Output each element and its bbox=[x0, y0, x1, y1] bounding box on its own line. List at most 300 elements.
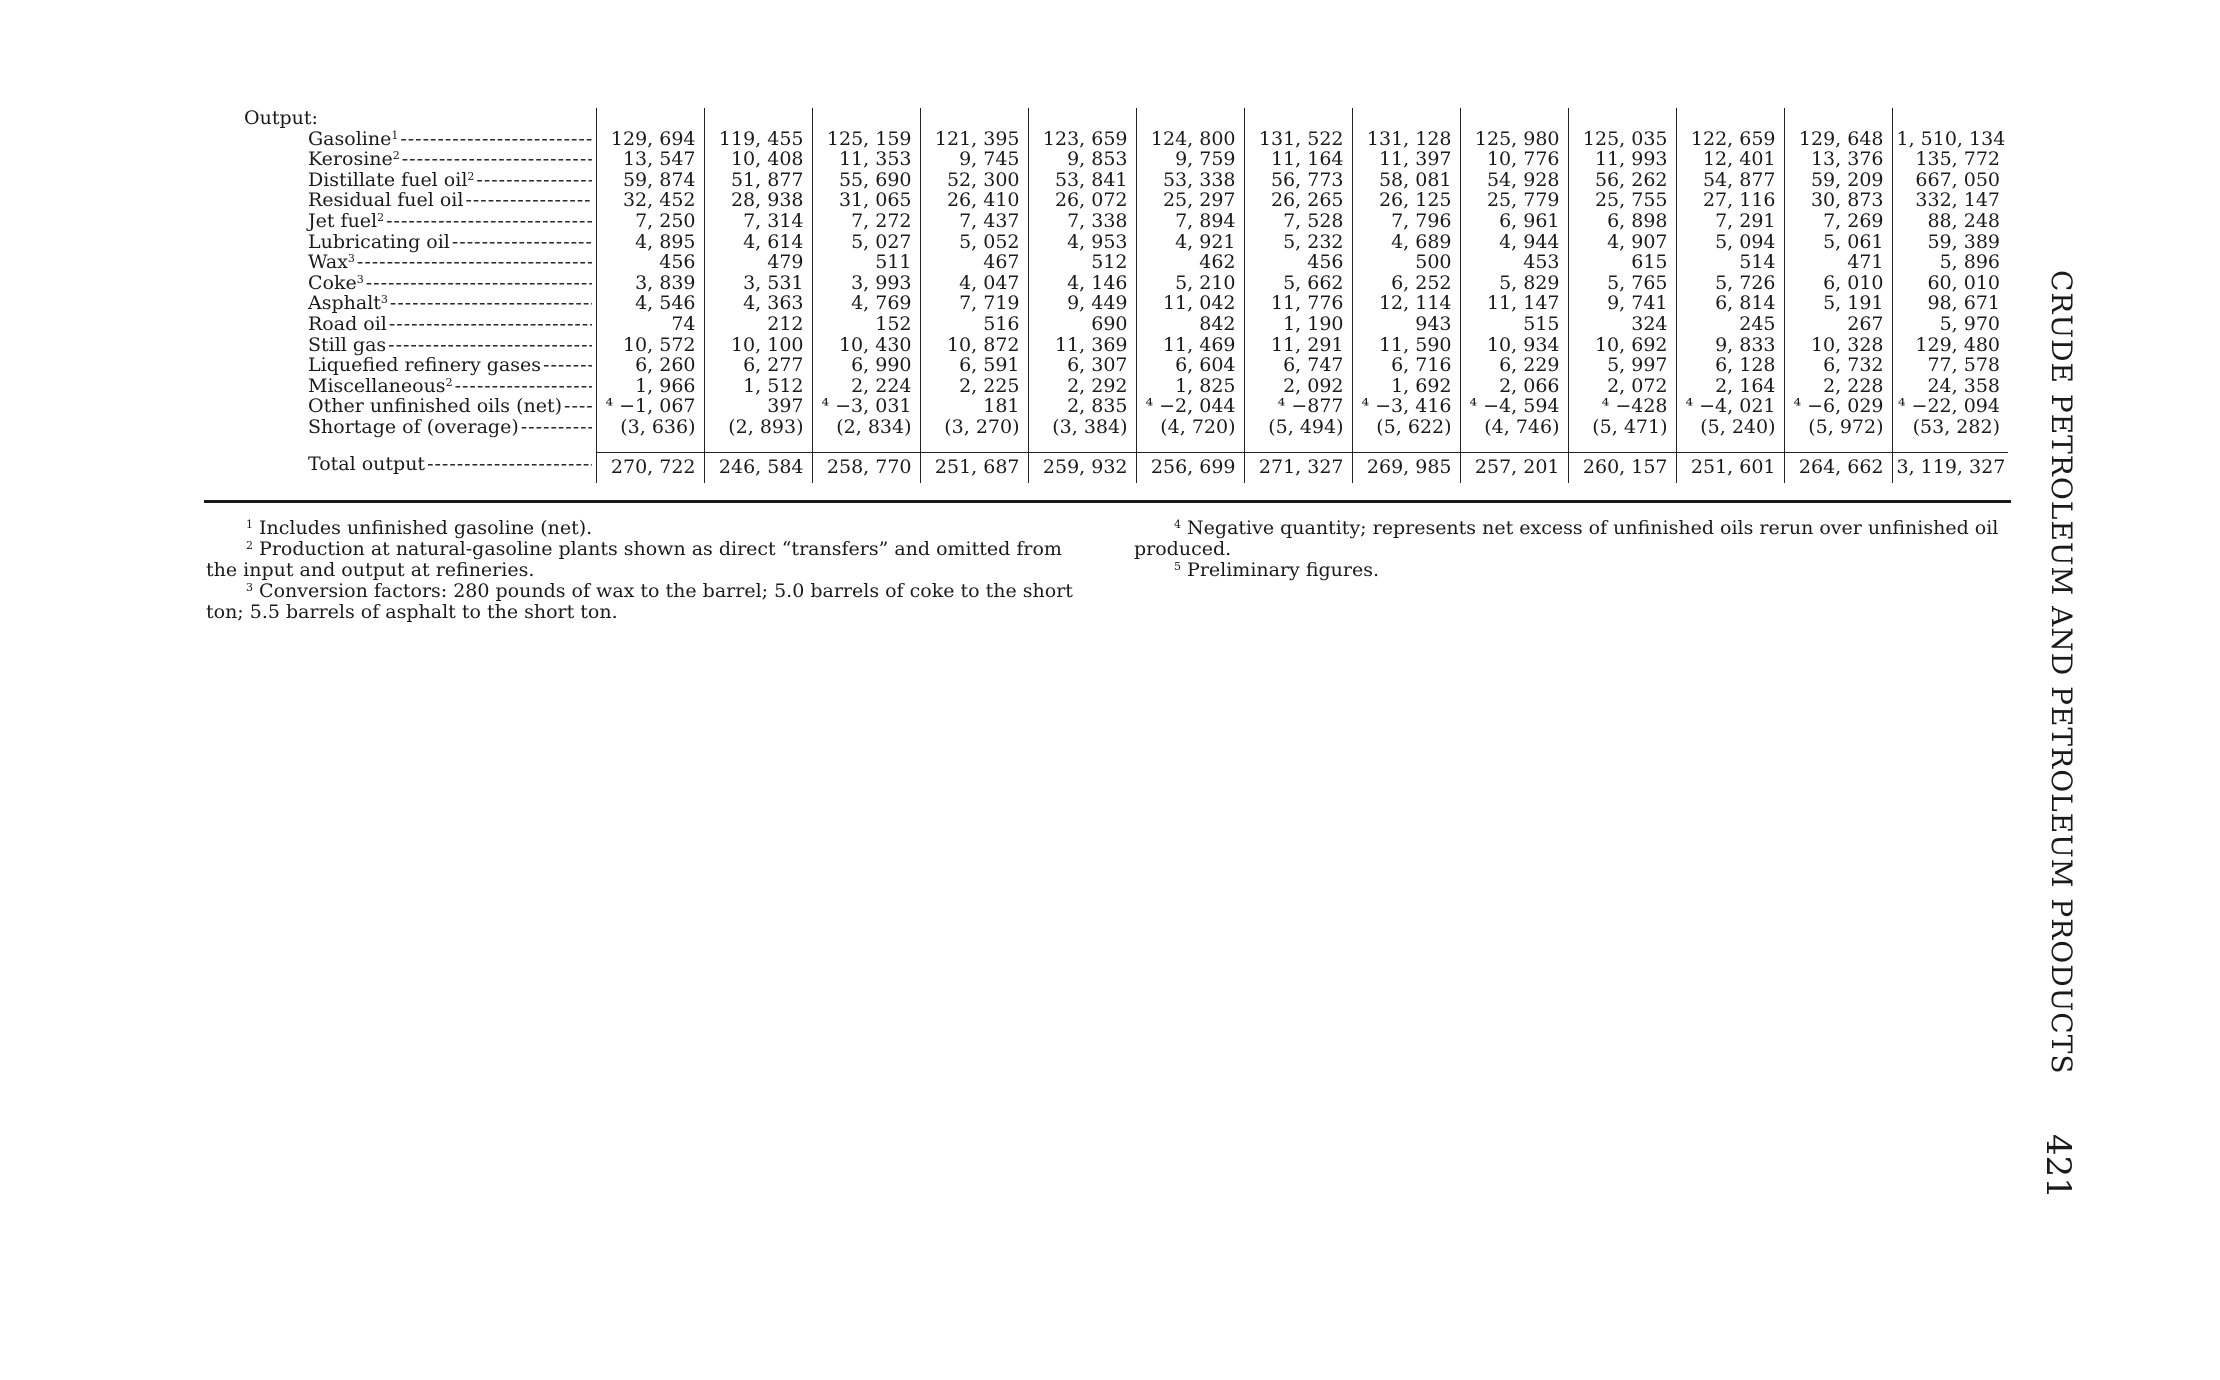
table-cell: 26, 072 bbox=[1028, 190, 1136, 211]
row-label-text: Miscellaneous bbox=[308, 374, 446, 397]
table-cell: (2, 893) bbox=[704, 417, 812, 440]
table-cell: 1, 512 bbox=[704, 376, 812, 397]
leader-dots bbox=[427, 454, 591, 475]
leader-dots bbox=[388, 335, 591, 356]
table-cell: 5, 052 bbox=[920, 232, 1028, 253]
table-row bbox=[206, 211, 2008, 232]
spacer-cell bbox=[1784, 440, 1892, 453]
row-label bbox=[206, 211, 596, 232]
table-cell: 59, 874 bbox=[596, 170, 704, 191]
table-cell: 11, 369 bbox=[1028, 335, 1136, 356]
table-row bbox=[206, 314, 2008, 335]
table-cell: ⁴ −3, 416 bbox=[1352, 396, 1460, 417]
row-label bbox=[206, 314, 596, 335]
total-cell: 3, 119, 327 bbox=[1892, 452, 2008, 483]
footnote-mark: 3 bbox=[356, 272, 364, 286]
table-cell: 31, 065 bbox=[812, 190, 920, 211]
table-cell: 58, 081 bbox=[1352, 170, 1460, 191]
table-cell: 11, 353 bbox=[812, 149, 920, 170]
row-label bbox=[206, 129, 596, 150]
spacer-cell bbox=[1244, 440, 1352, 453]
table-row bbox=[206, 273, 2008, 294]
table-cell: 26, 125 bbox=[1352, 190, 1460, 211]
table-cell: 125, 159 bbox=[812, 129, 920, 150]
table-cell: 5, 726 bbox=[1676, 273, 1784, 294]
footnote-mark: 2 bbox=[445, 375, 453, 389]
empty-cell bbox=[1784, 108, 1892, 129]
table-cell: 11, 993 bbox=[1568, 149, 1676, 170]
table-cell: 479 bbox=[704, 252, 812, 273]
table-cell: 10, 328 bbox=[1784, 335, 1892, 356]
footnote-text: Preliminary figures. bbox=[1187, 559, 1380, 581]
table-cell: 52, 300 bbox=[920, 170, 1028, 191]
leader-dots bbox=[386, 211, 591, 232]
table-cell: 690 bbox=[1028, 314, 1136, 335]
total-cell: 256, 699 bbox=[1136, 452, 1244, 483]
table-cell: 6, 898 bbox=[1568, 211, 1676, 232]
table-cell: (5, 494) bbox=[1244, 417, 1352, 440]
table-cell: 512 bbox=[1028, 252, 1136, 273]
table-cell: 6, 229 bbox=[1460, 355, 1568, 376]
table-cell: 6, 990 bbox=[812, 355, 920, 376]
table-row bbox=[206, 190, 2008, 211]
row-label-text: Road oil bbox=[308, 312, 387, 335]
table-cell: 10, 692 bbox=[1568, 335, 1676, 356]
table-cell: 842 bbox=[1136, 314, 1244, 335]
footnote-number: 3 bbox=[246, 581, 253, 594]
row-label-text: Residual fuel oil bbox=[308, 189, 464, 212]
empty-cell bbox=[1244, 108, 1352, 129]
table-cell: 129, 480 bbox=[1892, 335, 2008, 356]
table-cell: 7, 894 bbox=[1136, 211, 1244, 232]
table-cell: 9, 745 bbox=[920, 149, 1028, 170]
table-cell: 27, 116 bbox=[1676, 190, 1784, 211]
table-cell: 453 bbox=[1460, 252, 1568, 273]
table-cell: 32, 452 bbox=[596, 190, 704, 211]
total-cell: 271, 327 bbox=[1244, 452, 1352, 483]
spacer-cell bbox=[1460, 440, 1568, 453]
table-cell: 3, 531 bbox=[704, 273, 812, 294]
table-cell: ⁴ −6, 029 bbox=[1784, 396, 1892, 417]
table-cell: 11, 164 bbox=[1244, 149, 1352, 170]
empty-cell bbox=[1460, 108, 1568, 129]
spacer-row bbox=[206, 440, 2008, 453]
footnote-number: 2 bbox=[246, 539, 253, 552]
table-cell: 7, 796 bbox=[1352, 211, 1460, 232]
table-cell: 9, 759 bbox=[1136, 149, 1244, 170]
spacer-cell bbox=[1136, 440, 1244, 453]
leader-dots bbox=[366, 273, 592, 294]
spacer-cell bbox=[206, 440, 596, 453]
table-cell: 74 bbox=[596, 314, 704, 335]
table-cell: 6, 591 bbox=[920, 355, 1028, 376]
table-cell: ⁴ −4, 021 bbox=[1676, 396, 1784, 417]
table-cell: 25, 755 bbox=[1568, 190, 1676, 211]
table-cell: 1, 692 bbox=[1352, 376, 1460, 397]
table-cell: 667, 050 bbox=[1892, 170, 2008, 191]
footnote-mark: 3 bbox=[380, 293, 388, 307]
table-cell: 60, 010 bbox=[1892, 273, 2008, 294]
table-cell: 88, 248 bbox=[1892, 211, 2008, 232]
running-head: CRUDE PETROLEUM AND PETROLEUM PRODUCTS bbox=[2045, 270, 2078, 1075]
leader-dots bbox=[400, 129, 591, 150]
leader-dots bbox=[452, 232, 592, 253]
table-cell: 123, 659 bbox=[1028, 129, 1136, 150]
table-cell: 25, 779 bbox=[1460, 190, 1568, 211]
table-row bbox=[206, 396, 2008, 417]
table-cell: 98, 671 bbox=[1892, 293, 2008, 314]
row-label bbox=[206, 232, 596, 253]
leader-dots bbox=[465, 190, 591, 211]
table-cell: (4, 746) bbox=[1460, 417, 1568, 440]
footnote bbox=[206, 539, 1086, 581]
footnote-mark: 3 bbox=[347, 252, 355, 266]
total-cell: 264, 662 bbox=[1784, 452, 1892, 483]
table-cell: 5, 896 bbox=[1892, 252, 2008, 273]
table-cell: 54, 928 bbox=[1460, 170, 1568, 191]
footnote-mark: 2 bbox=[392, 149, 400, 163]
table-cell: (5, 622) bbox=[1352, 417, 1460, 440]
table-cell: 212 bbox=[704, 314, 812, 335]
footnote-mark: 2 bbox=[377, 210, 385, 224]
spacer-cell bbox=[1676, 440, 1784, 453]
table-cell: ⁴ −4, 594 bbox=[1460, 396, 1568, 417]
table-cell: 7, 314 bbox=[704, 211, 812, 232]
table-cell: 59, 209 bbox=[1784, 170, 1892, 191]
leader-dots bbox=[521, 417, 592, 438]
table-cell: 6, 604 bbox=[1136, 355, 1244, 376]
table-cell: 30, 873 bbox=[1784, 190, 1892, 211]
total-cell: 246, 584 bbox=[704, 452, 812, 483]
table-cell: 6, 260 bbox=[596, 355, 704, 376]
table-row bbox=[206, 129, 2008, 150]
table-cell: 7, 338 bbox=[1028, 211, 1136, 232]
leader-dots bbox=[389, 314, 592, 335]
table-cell: 53, 841 bbox=[1028, 170, 1136, 191]
table-cell: 7, 719 bbox=[920, 293, 1028, 314]
row-label bbox=[206, 293, 596, 314]
table-cell: 2, 228 bbox=[1784, 376, 1892, 397]
row-label-text: Shortage of (overage) bbox=[308, 415, 519, 438]
footnote-text: Conversion factors: 280 pounds of wax to the barrel; 5.0 barrels of coke to the short ton; 5.5 barrels of asphalt to the short ton. bbox=[206, 580, 1073, 623]
table-cell: 4, 769 bbox=[812, 293, 920, 314]
empty-cell bbox=[704, 108, 812, 129]
table-cell: 26, 265 bbox=[1244, 190, 1352, 211]
table-cell: 6, 128 bbox=[1676, 355, 1784, 376]
table-cell: 7, 272 bbox=[812, 211, 920, 232]
footnote bbox=[206, 581, 1086, 623]
table-cell: ⁴ −3, 031 bbox=[812, 396, 920, 417]
table-cell: 129, 648 bbox=[1784, 129, 1892, 150]
table-cell: (4, 720) bbox=[1136, 417, 1244, 440]
table-cell: 500 bbox=[1352, 252, 1460, 273]
footnote-text: Production at natural-gasoline plants shown as direct “transfers” and omitted from the input and output at refineries. bbox=[206, 538, 1062, 581]
spacer-cell bbox=[1892, 440, 2008, 453]
table-cell: 1, 510, 134 bbox=[1892, 129, 2008, 150]
table-row bbox=[206, 170, 2008, 191]
total-label-text: Total output bbox=[308, 453, 426, 475]
table-cell: 24, 358 bbox=[1892, 376, 2008, 397]
row-label-text: Still gas bbox=[308, 333, 387, 356]
footnotes-left bbox=[206, 518, 1086, 623]
footnote-text: Negative quantity; represents net excess of unfinished oils rerun over unfinished oil produced. bbox=[1134, 517, 1999, 560]
table-cell: (3, 270) bbox=[920, 417, 1028, 440]
table-cell: 10, 100 bbox=[704, 335, 812, 356]
table-cell: 9, 449 bbox=[1028, 293, 1136, 314]
table-cell: 129, 694 bbox=[596, 129, 704, 150]
table-cell: 2, 072 bbox=[1568, 376, 1676, 397]
row-label bbox=[206, 376, 596, 397]
table-cell: 26, 410 bbox=[920, 190, 1028, 211]
table-cell: 6, 277 bbox=[704, 355, 812, 376]
table-cell: 125, 035 bbox=[1568, 129, 1676, 150]
table-cell: 13, 376 bbox=[1784, 149, 1892, 170]
table-cell: 13, 547 bbox=[596, 149, 704, 170]
table-cell: 4, 146 bbox=[1028, 273, 1136, 294]
table-row bbox=[206, 252, 2008, 273]
total-cell: 258, 770 bbox=[812, 452, 920, 483]
table-cell: 6, 716 bbox=[1352, 355, 1460, 376]
footnote-mark: 2 bbox=[467, 169, 475, 183]
table-cell: (3, 384) bbox=[1028, 417, 1136, 440]
table-cell: 4, 363 bbox=[704, 293, 812, 314]
table-cell: 5, 061 bbox=[1784, 232, 1892, 253]
table-cell: 11, 397 bbox=[1352, 149, 1460, 170]
table-cell: 7, 437 bbox=[920, 211, 1028, 232]
table-cell: 10, 776 bbox=[1460, 149, 1568, 170]
table-cell: 5, 232 bbox=[1244, 232, 1352, 253]
table-cell: 59, 389 bbox=[1892, 232, 2008, 253]
table-cell: 152 bbox=[812, 314, 920, 335]
empty-cell bbox=[1028, 108, 1136, 129]
table-cell: 4, 895 bbox=[596, 232, 704, 253]
total-cell: 270, 722 bbox=[596, 452, 704, 483]
row-label-text: Asphalt bbox=[308, 292, 381, 315]
table-cell: 5, 997 bbox=[1568, 355, 1676, 376]
leader-dots bbox=[564, 396, 591, 417]
table-cell: 53, 338 bbox=[1136, 170, 1244, 191]
table-cell: 11, 042 bbox=[1136, 293, 1244, 314]
footnote-number: 4 bbox=[1174, 518, 1181, 531]
row-label-text: Gasoline bbox=[308, 127, 392, 150]
table-cell: 54, 877 bbox=[1676, 170, 1784, 191]
row-label-text: Lubricating oil bbox=[308, 230, 450, 253]
table-cell: 943 bbox=[1352, 314, 1460, 335]
table-cell: 5, 094 bbox=[1676, 232, 1784, 253]
empty-cell bbox=[1352, 108, 1460, 129]
empty-cell bbox=[1676, 108, 1784, 129]
table-cell: 6, 252 bbox=[1352, 273, 1460, 294]
total-cell: 260, 157 bbox=[1568, 452, 1676, 483]
row-label bbox=[206, 190, 596, 211]
empty-cell bbox=[920, 108, 1028, 129]
footnote bbox=[1134, 518, 2014, 560]
empty-cell bbox=[596, 108, 704, 129]
table-cell: 462 bbox=[1136, 252, 1244, 273]
table-cell: 131, 128 bbox=[1352, 129, 1460, 150]
table-cell: ⁴ −1, 067 bbox=[596, 396, 704, 417]
table-cell: 122, 659 bbox=[1676, 129, 1784, 150]
table-cell: (2, 834) bbox=[812, 417, 920, 440]
row-label bbox=[206, 170, 596, 191]
table-cell: 6, 307 bbox=[1028, 355, 1136, 376]
table-cell: 324 bbox=[1568, 314, 1676, 335]
table-cell: 4, 907 bbox=[1568, 232, 1676, 253]
table-cell: 12, 401 bbox=[1676, 149, 1784, 170]
table-cell: (5, 972) bbox=[1784, 417, 1892, 440]
table-cell: 2, 066 bbox=[1460, 376, 1568, 397]
table-row bbox=[206, 232, 2008, 253]
row-label bbox=[206, 417, 596, 440]
total-row bbox=[206, 452, 2008, 483]
table-cell: 2, 225 bbox=[920, 376, 1028, 397]
table-cell: ⁴ −428 bbox=[1568, 396, 1676, 417]
spacer-cell bbox=[704, 440, 812, 453]
table-cell: 124, 800 bbox=[1136, 129, 1244, 150]
refinery-output-table bbox=[206, 108, 2008, 483]
table-cell: 3, 839 bbox=[596, 273, 704, 294]
table-cell: 11, 590 bbox=[1352, 335, 1460, 356]
table-cell: 56, 262 bbox=[1568, 170, 1676, 191]
table-cell: (53, 282) bbox=[1892, 417, 2008, 440]
table-cell: 10, 934 bbox=[1460, 335, 1568, 356]
table-cell: 10, 430 bbox=[812, 335, 920, 356]
leader-dots bbox=[476, 170, 591, 191]
table-cell: 28, 938 bbox=[704, 190, 812, 211]
table-cell: 7, 269 bbox=[1784, 211, 1892, 232]
table-cell: 471 bbox=[1784, 252, 1892, 273]
table-cell: 9, 853 bbox=[1028, 149, 1136, 170]
table-row bbox=[206, 149, 2008, 170]
row-label bbox=[206, 273, 596, 294]
table-cell: 7, 250 bbox=[596, 211, 704, 232]
table-cell: 4, 921 bbox=[1136, 232, 1244, 253]
empty-cell bbox=[1892, 108, 2008, 129]
row-label bbox=[206, 355, 596, 376]
footnote-number: 5 bbox=[1174, 560, 1181, 573]
table-cell: 77, 578 bbox=[1892, 355, 2008, 376]
leader-dots bbox=[455, 376, 592, 397]
table-cell: 6, 010 bbox=[1784, 273, 1892, 294]
footnote-rule bbox=[204, 500, 2011, 503]
row-label bbox=[206, 252, 596, 273]
table-cell: 135, 772 bbox=[1892, 149, 2008, 170]
table-cell: 5, 765 bbox=[1568, 273, 1676, 294]
table-cell: 11, 291 bbox=[1244, 335, 1352, 356]
table-row bbox=[206, 293, 2008, 314]
spacer-cell bbox=[920, 440, 1028, 453]
table-cell: 125, 980 bbox=[1460, 129, 1568, 150]
table-cell: 467 bbox=[920, 252, 1028, 273]
table-cell: (5, 471) bbox=[1568, 417, 1676, 440]
row-label-text: Other unfinished oils (net) bbox=[308, 395, 563, 418]
spacer-cell bbox=[1352, 440, 1460, 453]
spacer-cell bbox=[596, 440, 704, 453]
table-row bbox=[206, 376, 2008, 397]
row-label-text: Coke bbox=[308, 271, 357, 294]
table-cell: 4, 047 bbox=[920, 273, 1028, 294]
table-cell: 2, 164 bbox=[1676, 376, 1784, 397]
table-cell: 5, 210 bbox=[1136, 273, 1244, 294]
table-cell: 11, 776 bbox=[1244, 293, 1352, 314]
footnote-number: 1 bbox=[246, 518, 253, 531]
table-row bbox=[206, 417, 2008, 440]
table-cell: 5, 662 bbox=[1244, 273, 1352, 294]
footnote-mark: 1 bbox=[391, 128, 399, 142]
footnote bbox=[1134, 560, 2014, 581]
footnotes-right bbox=[1134, 518, 2014, 581]
table-cell: 5, 970 bbox=[1892, 314, 2008, 335]
row-label-text: Wax bbox=[308, 251, 348, 274]
table-row bbox=[206, 335, 2008, 356]
table-cell: 4, 689 bbox=[1352, 232, 1460, 253]
table-cell: 397 bbox=[704, 396, 812, 417]
table-cell: 511 bbox=[812, 252, 920, 273]
empty-cell bbox=[1136, 108, 1244, 129]
total-cell: 269, 985 bbox=[1352, 452, 1460, 483]
table-cell: 332, 147 bbox=[1892, 190, 2008, 211]
table-cell: 5, 829 bbox=[1460, 273, 1568, 294]
row-label bbox=[206, 335, 596, 356]
table-cell: (3, 636) bbox=[596, 417, 704, 440]
section-label: Output: bbox=[244, 107, 318, 129]
spacer-cell bbox=[1028, 440, 1136, 453]
spacer-cell bbox=[1568, 440, 1676, 453]
row-label bbox=[206, 149, 596, 170]
table-cell: 456 bbox=[596, 252, 704, 273]
table-cell: 131, 522 bbox=[1244, 129, 1352, 150]
table-cell: 25, 297 bbox=[1136, 190, 1244, 211]
table-cell: 11, 147 bbox=[1460, 293, 1568, 314]
table-cell: 514 bbox=[1676, 252, 1784, 273]
table-cell: 9, 741 bbox=[1568, 293, 1676, 314]
total-cell: 251, 687 bbox=[920, 452, 1028, 483]
row-label bbox=[206, 396, 596, 417]
table-cell: 2, 092 bbox=[1244, 376, 1352, 397]
table-cell: 119, 455 bbox=[704, 129, 812, 150]
table-cell: (5, 240) bbox=[1676, 417, 1784, 440]
page-number: 421 bbox=[2038, 1134, 2078, 1199]
table-cell: 1, 966 bbox=[596, 376, 704, 397]
table-cell: 121, 395 bbox=[920, 129, 1028, 150]
output-table-block bbox=[206, 108, 2008, 483]
table-cell: 7, 291 bbox=[1676, 211, 1784, 232]
table-cell: 181 bbox=[920, 396, 1028, 417]
table-cell: 2, 835 bbox=[1028, 396, 1136, 417]
table-cell: 9, 833 bbox=[1676, 335, 1784, 356]
spacer-cell bbox=[812, 440, 920, 453]
row-label-text: Kerosine bbox=[308, 148, 393, 171]
table-cell: 4, 944 bbox=[1460, 232, 1568, 253]
footnote-text: Includes unfinished gasoline (net). bbox=[259, 517, 593, 539]
table-cell: 245 bbox=[1676, 314, 1784, 335]
table-cell: 1, 190 bbox=[1244, 314, 1352, 335]
total-cell: 257, 201 bbox=[1460, 452, 1568, 483]
leader-dots bbox=[402, 149, 592, 170]
table-cell: 6, 814 bbox=[1676, 293, 1784, 314]
empty-cell bbox=[1568, 108, 1676, 129]
leader-dots bbox=[390, 293, 592, 314]
table-cell: 4, 953 bbox=[1028, 232, 1136, 253]
table-cell: 10, 572 bbox=[596, 335, 704, 356]
table-cell: 51, 877 bbox=[704, 170, 812, 191]
table-cell: 456 bbox=[1244, 252, 1352, 273]
table-cell: ⁴ −22, 094 bbox=[1892, 396, 2008, 417]
table-cell: 4, 614 bbox=[704, 232, 812, 253]
table-cell: 4, 546 bbox=[596, 293, 704, 314]
row-label-text: Jet fuel bbox=[308, 209, 378, 232]
table-cell: 56, 773 bbox=[1244, 170, 1352, 191]
